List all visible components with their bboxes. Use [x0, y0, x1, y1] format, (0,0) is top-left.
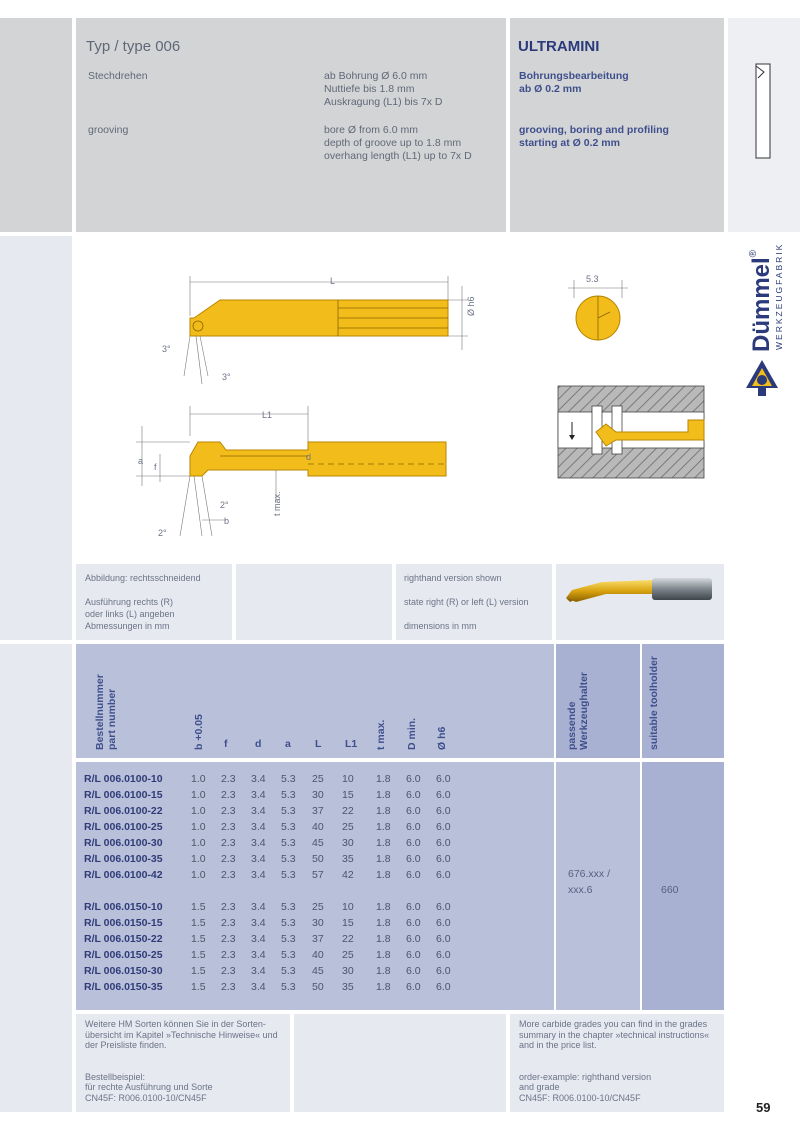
value-cell: 6.0 — [406, 917, 421, 929]
value-cell: 2.3 — [221, 821, 236, 833]
value-cell: 6.0 — [436, 901, 451, 913]
dim-label-dh6: Ø h6 — [466, 296, 476, 316]
de-spec-2: Nuttiefe bis 1.8 mm — [324, 83, 415, 95]
dim-label-f: f — [154, 462, 157, 472]
value-cell: 6.0 — [436, 853, 451, 865]
value-cell: 6.0 — [406, 805, 421, 817]
value-cell: 5.3 — [281, 821, 296, 833]
value-cell: 3.4 — [251, 917, 266, 929]
value-cell: 1.8 — [376, 773, 391, 785]
value-cell: 6.0 — [436, 789, 451, 801]
value-cell: 30 — [342, 837, 354, 849]
value-cell: 25 — [342, 949, 354, 961]
value-cell: 3.4 — [251, 805, 266, 817]
value-cell: 3.4 — [251, 837, 266, 849]
dim-label-L1: L1 — [262, 410, 273, 420]
value-cell: 10 — [342, 773, 354, 785]
note-de-1: Abbildung: rechtsschneidend — [85, 573, 201, 583]
header-f: f — [224, 738, 228, 750]
header-d: d — [255, 738, 262, 750]
left-margin-header-panel — [0, 18, 72, 232]
dim-label-tmax: t max. — [272, 491, 282, 516]
technical-drawing — [76, 236, 724, 560]
footer-de-line: übersicht im Kapitel »Technische Hinweise« und — [85, 1029, 278, 1040]
left-margin-drawing — [0, 236, 72, 640]
value-cell: 1.8 — [376, 949, 391, 961]
footer-de-line: Bestellbeispiel: — [85, 1071, 146, 1082]
value-cell: 1.8 — [376, 789, 391, 801]
de-spec-1: ab Bohrung Ø 6.0 mm — [324, 70, 428, 82]
part-number-cell: R/L 006.0100-25 — [84, 821, 163, 833]
header-holder-en: suitable toolholder — [648, 656, 660, 750]
header-holder-de-2: Werkzeughalter — [578, 672, 590, 750]
value-cell: 6.0 — [406, 853, 421, 865]
value-cell: 40 — [312, 949, 324, 961]
table-row — [84, 899, 466, 915]
value-cell: 1.0 — [191, 773, 206, 785]
tool-thumbnail-icon — [748, 60, 778, 164]
footer-en-line: order-example: righthand version — [519, 1071, 652, 1082]
value-cell: 3.4 — [251, 933, 266, 945]
footer-en-line: and grade — [519, 1082, 560, 1092]
en-spec-1: bore Ø from 6.0 mm — [324, 124, 418, 136]
header-tmax: t max. — [375, 719, 387, 750]
header-b: b +0.05 — [193, 714, 205, 750]
value-cell: 1.8 — [376, 869, 391, 881]
value-cell: 1.8 — [376, 853, 391, 865]
table-row — [84, 803, 466, 819]
table-row — [84, 963, 466, 979]
value-cell: 1.0 — [191, 789, 206, 801]
part-number-cell: R/L 006.0150-25 — [84, 949, 163, 961]
table-row — [84, 851, 466, 867]
table-row — [84, 867, 466, 883]
part-number-cell: R/L 006.0150-30 — [84, 965, 163, 977]
value-cell: 50 — [312, 853, 324, 865]
value-cell: 3.4 — [251, 869, 266, 881]
value-cell: 1.8 — [376, 805, 391, 817]
value-cell: 2.3 — [221, 917, 236, 929]
note-en-3: dimensions in mm — [404, 621, 477, 631]
brand-title: ULTRAMINI — [518, 38, 600, 55]
angle-label-2b: 2° — [158, 528, 167, 538]
de-brand-desc-2: ab Ø 0.2 mm — [519, 83, 582, 95]
value-cell: 3.4 — [251, 949, 266, 961]
de-label: Stechdrehen — [88, 70, 148, 82]
value-cell: 5.3 — [281, 965, 296, 977]
header-L1: L1 — [345, 738, 358, 750]
header-a: a — [285, 738, 291, 750]
value-cell: 6.0 — [436, 821, 451, 833]
value-cell: 1.8 — [376, 917, 391, 929]
holder-value-1: 676.xxx / — [568, 868, 611, 880]
footer-de-line: CN45F: R006.0100-10/CN45F — [85, 1092, 207, 1103]
parts-table — [84, 771, 466, 995]
value-cell: 25 — [312, 773, 324, 785]
value-cell: 5.3 — [281, 869, 296, 881]
en-brand-desc-2: starting at Ø 0.2 mm — [519, 137, 620, 149]
value-cell: 1.5 — [191, 933, 206, 945]
value-cell: 30 — [312, 917, 324, 929]
value-cell: 25 — [342, 821, 354, 833]
value-cell: 5.3 — [281, 901, 296, 913]
table-row — [84, 915, 466, 931]
value-cell: 15 — [342, 917, 354, 929]
dim-label-L: L — [330, 276, 336, 286]
footer-de-line: der Preisliste finden. — [85, 1040, 167, 1050]
value-cell: 6.0 — [436, 773, 451, 785]
logo-subtitle: WERKZEUGFABRIK — [774, 242, 784, 350]
page-title: Typ / type 006 — [86, 38, 181, 55]
dim-label-b: b — [224, 516, 230, 526]
value-cell: 22 — [342, 805, 354, 817]
part-number-cell: R/L 006.0100-35 — [84, 853, 163, 865]
value-cell: 3.4 — [251, 981, 266, 993]
value-cell: 1.5 — [191, 965, 206, 977]
de-spec-3: Auskragung (L1) bis 7x D — [324, 96, 443, 108]
value-cell: 1.5 — [191, 917, 206, 929]
value-cell: 37 — [312, 933, 324, 945]
part-number-cell: R/L 006.0100-42 — [84, 869, 163, 881]
value-cell: 2.3 — [221, 789, 236, 801]
footer-en-line: CN45F: R006.0100-10/CN45F — [519, 1092, 641, 1103]
value-cell: 3.4 — [251, 901, 266, 913]
value-cell: 3.4 — [251, 773, 266, 785]
value-cell: 1.8 — [376, 821, 391, 833]
value-cell: 1.0 — [191, 869, 206, 881]
toolholder-body-panel — [642, 762, 724, 1010]
value-cell: 1.8 — [376, 965, 391, 977]
toolholder-value: 660 — [661, 884, 679, 896]
tool-photo — [562, 572, 716, 612]
angle-label-2a: 2° — [220, 500, 229, 510]
value-cell: 5.3 — [281, 933, 296, 945]
part-number-cell: R/L 006.0100-15 — [84, 789, 163, 801]
value-cell: 5.3 — [281, 981, 296, 993]
dim-label-end: 5.3 — [586, 274, 599, 284]
value-cell: 40 — [312, 821, 324, 833]
footer-de-line: Weitere HM Sorten können Sie in der Sorten- — [85, 1019, 266, 1029]
part-number-cell: R/L 006.0100-30 — [84, 837, 163, 849]
value-cell: 6.0 — [436, 837, 451, 849]
value-cell: 6.0 — [406, 789, 421, 801]
value-cell: 6.0 — [406, 949, 421, 961]
footer-en-line: summary in the chapter »technical instructions« — [519, 1029, 710, 1040]
table-row — [84, 835, 466, 851]
angle-label-3b: 3° — [222, 372, 231, 382]
value-cell: 22 — [342, 933, 354, 945]
value-cell: 5.3 — [281, 949, 296, 961]
value-cell: 2.3 — [221, 869, 236, 881]
value-cell: 6.0 — [406, 981, 421, 993]
value-cell: 1.8 — [376, 981, 391, 993]
de-brand-desc-1: Bohrungsbearbeitung — [519, 70, 629, 82]
duemmel-logo-icon — [744, 358, 780, 398]
value-cell: 6.0 — [406, 821, 421, 833]
value-cell: 1.5 — [191, 981, 206, 993]
value-cell: 6.0 — [436, 965, 451, 977]
dim-label-a: a — [138, 456, 144, 466]
note-de-3: oder links (L) angeben — [85, 609, 175, 619]
holder-value-2: xxx.6 — [568, 884, 593, 896]
value-cell: 5.3 — [281, 837, 296, 849]
part-number-cell: R/L 006.0150-10 — [84, 901, 163, 913]
part-number-cell: R/L 006.0150-22 — [84, 933, 163, 945]
value-cell: 6.0 — [406, 901, 421, 913]
value-cell: 30 — [312, 789, 324, 801]
table-row — [84, 819, 466, 835]
en-spec-2: depth of groove up to 1.8 mm — [324, 137, 462, 149]
header-Dmin: D min. — [406, 717, 418, 750]
parts-table-spacer — [84, 883, 466, 899]
value-cell: 6.0 — [436, 933, 451, 945]
header-part-number-en: part number — [106, 688, 118, 750]
value-cell: 30 — [342, 965, 354, 977]
value-cell: 5.3 — [281, 853, 296, 865]
value-cell: 1.5 — [191, 949, 206, 961]
note-en-2: state right (R) or left (L) version — [404, 597, 529, 607]
part-number-cell: R/L 006.0100-10 — [84, 773, 163, 785]
value-cell: 1.0 — [191, 837, 206, 849]
note-de-4: Abmessungen in mm — [85, 621, 170, 631]
value-cell: 5.3 — [281, 805, 296, 817]
value-cell: 2.3 — [221, 981, 236, 993]
en-spec-3: overhang length (L1) up to 7x D — [324, 150, 472, 162]
tool-end-view — [568, 280, 628, 340]
table-row — [84, 947, 466, 963]
tool-side-view — [136, 406, 446, 536]
footer-empty-panel — [294, 1014, 506, 1112]
value-cell: 6.0 — [436, 949, 451, 961]
footer-en-line: More carbide grades you can find in the grades — [519, 1019, 708, 1029]
header-dh6: Ø h6 — [436, 726, 448, 750]
value-cell: 1.0 — [191, 805, 206, 817]
table-row — [84, 931, 466, 947]
note-de-2: Ausführung rechts (R) — [85, 597, 174, 607]
value-cell: 3.4 — [251, 853, 266, 865]
header-L: L — [315, 738, 322, 750]
table-row — [84, 979, 466, 995]
logo-registered: ® — [748, 249, 759, 258]
parts-table-group-2 — [84, 899, 466, 995]
footer-en-line: and in the price list. — [519, 1040, 597, 1050]
value-cell: 2.3 — [221, 965, 236, 977]
value-cell: 50 — [312, 981, 324, 993]
notes-empty-panel — [236, 564, 392, 640]
value-cell: 15 — [342, 789, 354, 801]
value-cell: 6.0 — [436, 981, 451, 993]
value-cell: 57 — [312, 869, 324, 881]
header-holder-de-1: passende — [566, 701, 578, 750]
value-cell: 6.0 — [406, 773, 421, 785]
value-cell: 35 — [342, 981, 354, 993]
value-cell: 6.0 — [406, 933, 421, 945]
value-cell: 2.3 — [221, 949, 236, 961]
value-cell: 45 — [312, 965, 324, 977]
table-row — [84, 787, 466, 803]
logo-name: Dümmel — [748, 257, 775, 352]
value-cell: 3.4 — [251, 821, 266, 833]
dim-label-d: d — [306, 452, 312, 462]
header-part-number-de: Bestellnummer — [94, 674, 106, 750]
value-cell: 1.8 — [376, 933, 391, 945]
value-cell: 35 — [342, 853, 354, 865]
value-cell: 6.0 — [406, 837, 421, 849]
value-cell: 1.5 — [191, 901, 206, 913]
value-cell: 6.0 — [436, 805, 451, 817]
value-cell: 6.0 — [406, 869, 421, 881]
value-cell: 2.3 — [221, 773, 236, 785]
en-brand-desc-1: grooving, boring and profiling — [519, 124, 669, 136]
page-number: 59 — [756, 1100, 771, 1115]
parts-table-group-1 — [84, 771, 466, 883]
value-cell: 1.0 — [191, 853, 206, 865]
value-cell: 1.8 — [376, 837, 391, 849]
part-number-cell: R/L 006.0100-22 — [84, 805, 163, 817]
value-cell: 1.0 — [191, 821, 206, 833]
bore-section-view — [558, 386, 704, 478]
note-en-1: righthand version shown — [404, 573, 502, 583]
value-cell: 6.0 — [436, 869, 451, 881]
value-cell: 1.8 — [376, 901, 391, 913]
value-cell: 5.3 — [281, 917, 296, 929]
value-cell: 2.3 — [221, 837, 236, 849]
value-cell: 2.3 — [221, 805, 236, 817]
value-cell: 10 — [342, 901, 354, 913]
value-cell: 6.0 — [436, 917, 451, 929]
value-cell: 45 — [312, 837, 324, 849]
value-cell: 2.3 — [221, 853, 236, 865]
left-margin-table — [0, 644, 72, 1112]
en-label: grooving — [88, 124, 129, 136]
value-cell: 42 — [342, 869, 354, 881]
value-cell: 5.3 — [281, 789, 296, 801]
part-number-cell: R/L 006.0150-15 — [84, 917, 163, 929]
value-cell: 5.3 — [281, 773, 296, 785]
part-number-cell: R/L 006.0150-35 — [84, 981, 163, 993]
value-cell: 2.3 — [221, 933, 236, 945]
value-cell: 37 — [312, 805, 324, 817]
tool-top-view — [184, 276, 468, 384]
value-cell: 2.3 — [221, 901, 236, 913]
value-cell: 3.4 — [251, 789, 266, 801]
value-cell: 3.4 — [251, 965, 266, 977]
value-cell: 6.0 — [406, 965, 421, 977]
angle-label-3a: 3° — [162, 344, 171, 354]
table-row — [84, 771, 466, 787]
value-cell: 25 — [312, 901, 324, 913]
footer-de-line: für rechte Ausführung und Sorte — [85, 1082, 213, 1092]
